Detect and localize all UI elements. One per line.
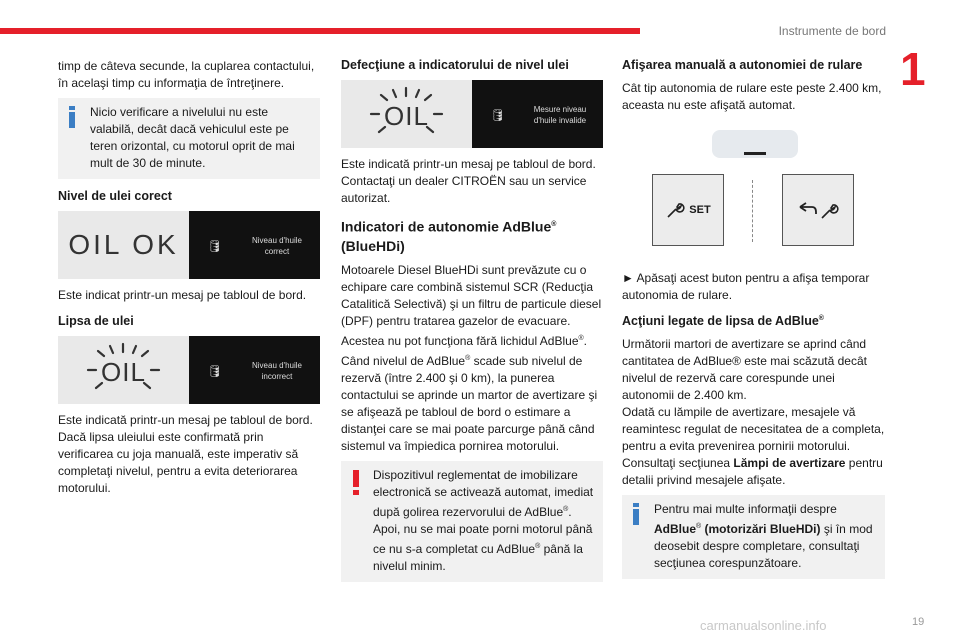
oil-can-icon: 🛢 <box>490 108 506 122</box>
heading-oil-correct: Nivel de ulei corect <box>58 189 172 203</box>
adblue-actions-paragraph-1: Următorii martori de avertizare se aprind când cantitatea de AdBlue® este mai scăzută decât nivelul de rezervă care corespunde unei autonomii de 2.400 km. <box>622 337 867 402</box>
heading-adblue-sub: (BlueHDi) <box>341 237 405 254</box>
oil-ok-screen-message: Niveau d'huile correct <box>251 236 302 256</box>
manual-range-paragraph: Cât tip autonomia de rulare este peste 2.400 km, aceasta nu este afişată automat. <box>622 81 882 112</box>
oil-ok-screen <box>189 211 320 279</box>
oil-warning-rays-icon <box>341 80 472 148</box>
column-2 <box>341 58 603 592</box>
range-button-illustration <box>622 122 885 262</box>
return-wrench-button[interactable] <box>782 174 854 246</box>
column-3 <box>622 58 885 589</box>
oil-can-icon: 🛢 <box>207 239 223 253</box>
oil-defect-screen-message: Mesure niveau d'huile invalide <box>533 105 587 125</box>
separator-dashed-line <box>752 180 753 242</box>
info-note-text: Nicio verificare a nivelului nu este valabilă, decât dacă vehiculul este pe teren orizontal, cu motorul oprit de mai mult de 30 de minute. <box>90 105 295 170</box>
warning-note-text: Dispozitivul reglementat de imobilizare electronică se activează automat, imediat după golirea rezervorului de AdBlue®. Apoi, nu se mai poate porni motorul până ce nu s-a completat cu AdBlue® până la nivelul minim. <box>373 467 594 573</box>
info-icon <box>68 106 76 128</box>
oil-lack-screen-message: Niveau d'huile incorrect <box>251 361 302 381</box>
oil-lack-text: OIL <box>101 357 146 387</box>
oil-defect-display-image <box>341 80 603 148</box>
oil-defect-screen <box>472 80 603 148</box>
column-1 <box>58 58 320 503</box>
warning-exclamation-icon <box>353 470 360 496</box>
registered-mark: ® <box>551 221 557 228</box>
press-button-instruction: ► Apăsaţi acest buton pentru a afişa temporar autonomia de rulare. <box>622 271 870 302</box>
adblue-paragraph-3: Când nivelul de AdBlue® scade sub nivelul de rezervă (între 2.400 şi 0 km), la punerea contactului se aprinde un martor de avertizare şi se afişează pe tabloul de bord o estimare a distanţei care se mai poate parcurge până când sistemul va împiedica pornirea motorului. <box>341 353 598 453</box>
heading-oil-indicator-defect: Defecţiune a indicatorului de nivel ulei <box>341 58 569 72</box>
heading-oil-lack: Lipsa de ulei <box>58 314 134 328</box>
adblue-paragraph-1: Motoarele Diesel BlueHDi sunt prevăzute cu o echipare care combină sistemul SCR (Reducţia Catalitică Selectivă) şi un filtru de particule diesel (DPF) pentru tratarea gazelor de evacuare. <box>341 262 602 328</box>
heading-adblue-actions: Acţiuni legate de lipsa de AdBlue® <box>622 314 824 328</box>
oil-lack-display-image <box>58 336 320 404</box>
oil-ok-display-image <box>58 211 320 279</box>
return-wrench-icon <box>796 199 840 221</box>
section-title: Instrumente de bord <box>778 24 886 38</box>
oil-lack-warning-light <box>58 336 189 404</box>
wrench-icon <box>665 200 685 220</box>
watermark: carmanualsonline.info <box>700 618 827 633</box>
heading-adblue-text: Indicatori de autonomie AdBlue <box>341 218 552 235</box>
oil-lack-paragraph: Este indicată printr-un mesaj pe tabloul de bord. Dacă lipsa uleiului este confirmată prin verificarea cu joja manuală, este imperativ să completaţi nivelul, pentru a evita deteriorarea motorului. <box>58 413 313 495</box>
set-button-label: SET <box>689 204 711 216</box>
intro-paragraph: timp de câteva secunde, la cuplarea contactului, în acelaşi timp cu informaţia de întreţinere. <box>58 59 315 90</box>
oil-defect-warning-light <box>341 80 472 148</box>
oil-ok-text: OIL OK <box>68 229 179 260</box>
header-red-bar <box>0 28 640 34</box>
adblue-actions-paragraph-2: Odată cu lămpile de avertizare, mesajele vă reamintesc regulat de necesitatea de a completa, pentru a evita prevenirea pornirii motorului. Consultaţi secţiunea Lămpi de avertizare pentru detalii privind mesajele afişate. <box>622 405 885 487</box>
info-note-adblue <box>622 495 885 579</box>
info-note <box>58 98 320 179</box>
info-icon <box>632 503 640 525</box>
oil-lack-screen <box>189 336 320 404</box>
page-number: 19 <box>912 616 925 628</box>
heading-manual-range-display: Afişarea manuală a autonomiei de rulare <box>622 58 863 72</box>
warning-note <box>341 461 603 582</box>
oil-ok-warning-light <box>58 211 189 279</box>
info-note-adblue-text: Pentru mai multe informaţii despre AdBlue® (motorizări BlueHDi) şi în mod deosebit despre completare, consultaţi secţiunea corespunzătoare. <box>654 502 873 570</box>
oil-can-icon: 🛢 <box>207 364 223 378</box>
oil-defect-paragraph: Este indicată printr-un mesaj pe tabloul de bord. Contactaţi un dealer CITROËN sau un service autorizat. <box>341 157 596 205</box>
chapter-number: 1 <box>900 43 926 95</box>
oil-defect-text: OIL <box>384 101 429 131</box>
instrument-cluster-icon <box>712 130 798 158</box>
oil-correct-paragraph: Este indicat printr-un mesaj pe tabloul de bord. <box>58 288 307 302</box>
set-button[interactable] <box>652 174 724 246</box>
heading-adblue-indicators <box>341 215 603 256</box>
oil-warning-rays-icon <box>58 336 189 404</box>
adblue-paragraph-2: Acestea nu pot funcţiona fără lichidul AdBlue®. <box>341 333 588 348</box>
